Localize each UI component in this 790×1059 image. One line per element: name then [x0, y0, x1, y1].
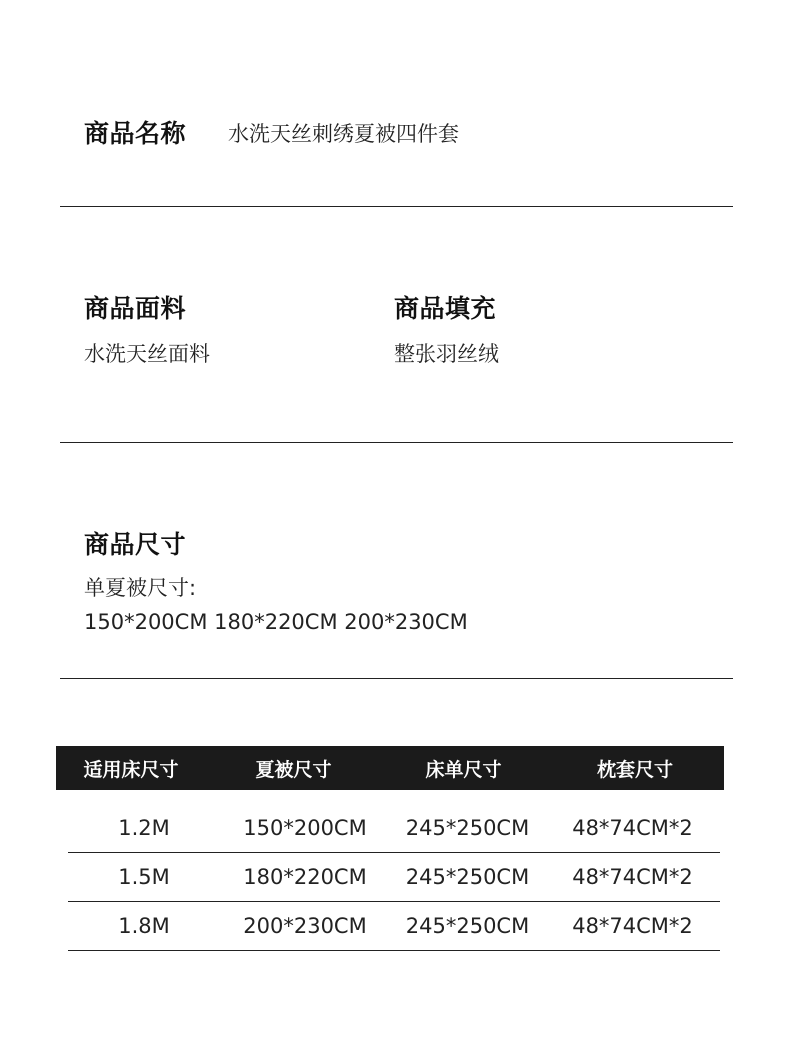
- table-row: [68, 804, 720, 853]
- table-cell: 245*250CM: [405, 865, 530, 889]
- table-cell: 245*250CM: [405, 914, 530, 938]
- size-table-header: [56, 746, 724, 790]
- fabric-value: 水洗天丝面料: [84, 342, 210, 366]
- table-header-cell: 床单尺寸: [425, 758, 502, 781]
- table-row: [68, 902, 720, 951]
- table-cell: 200*230CM: [243, 914, 367, 938]
- size-label: 商品尺寸: [84, 530, 187, 559]
- table-header-cell: 夏被尺寸: [255, 758, 332, 781]
- table-cell: 48*74CM*2: [572, 865, 693, 889]
- table-cell: 150*200CM: [243, 816, 367, 840]
- table-cell: 180*220CM: [243, 865, 367, 889]
- filling-value: 整张羽丝绒: [394, 342, 499, 366]
- size-line-2: 150*200CM 180*220CM 200*230CM: [84, 610, 468, 634]
- filling-label: 商品填充: [394, 294, 497, 323]
- fabric-label: 商品面料: [84, 294, 187, 323]
- divider: [60, 206, 733, 207]
- table-cell: 1.2M: [118, 816, 170, 840]
- product-name-label: 商品名称: [84, 119, 187, 148]
- table-row: [68, 853, 720, 902]
- table-header-cell: 枕套尺寸: [596, 758, 673, 781]
- table-cell: 245*250CM: [405, 816, 530, 840]
- table-cell: 48*74CM*2: [572, 914, 693, 938]
- table-cell: 1.8M: [118, 914, 170, 938]
- divider: [60, 678, 733, 679]
- table-cell: 48*74CM*2: [572, 816, 693, 840]
- size-line-1: 单夏被尺寸:: [84, 576, 197, 600]
- table-cell: 1.5M: [118, 865, 170, 889]
- divider: [60, 442, 733, 443]
- table-header-cell: 适用床尺寸: [83, 758, 179, 781]
- product-name-value: 水洗天丝刺绣夏被四件套: [228, 122, 459, 146]
